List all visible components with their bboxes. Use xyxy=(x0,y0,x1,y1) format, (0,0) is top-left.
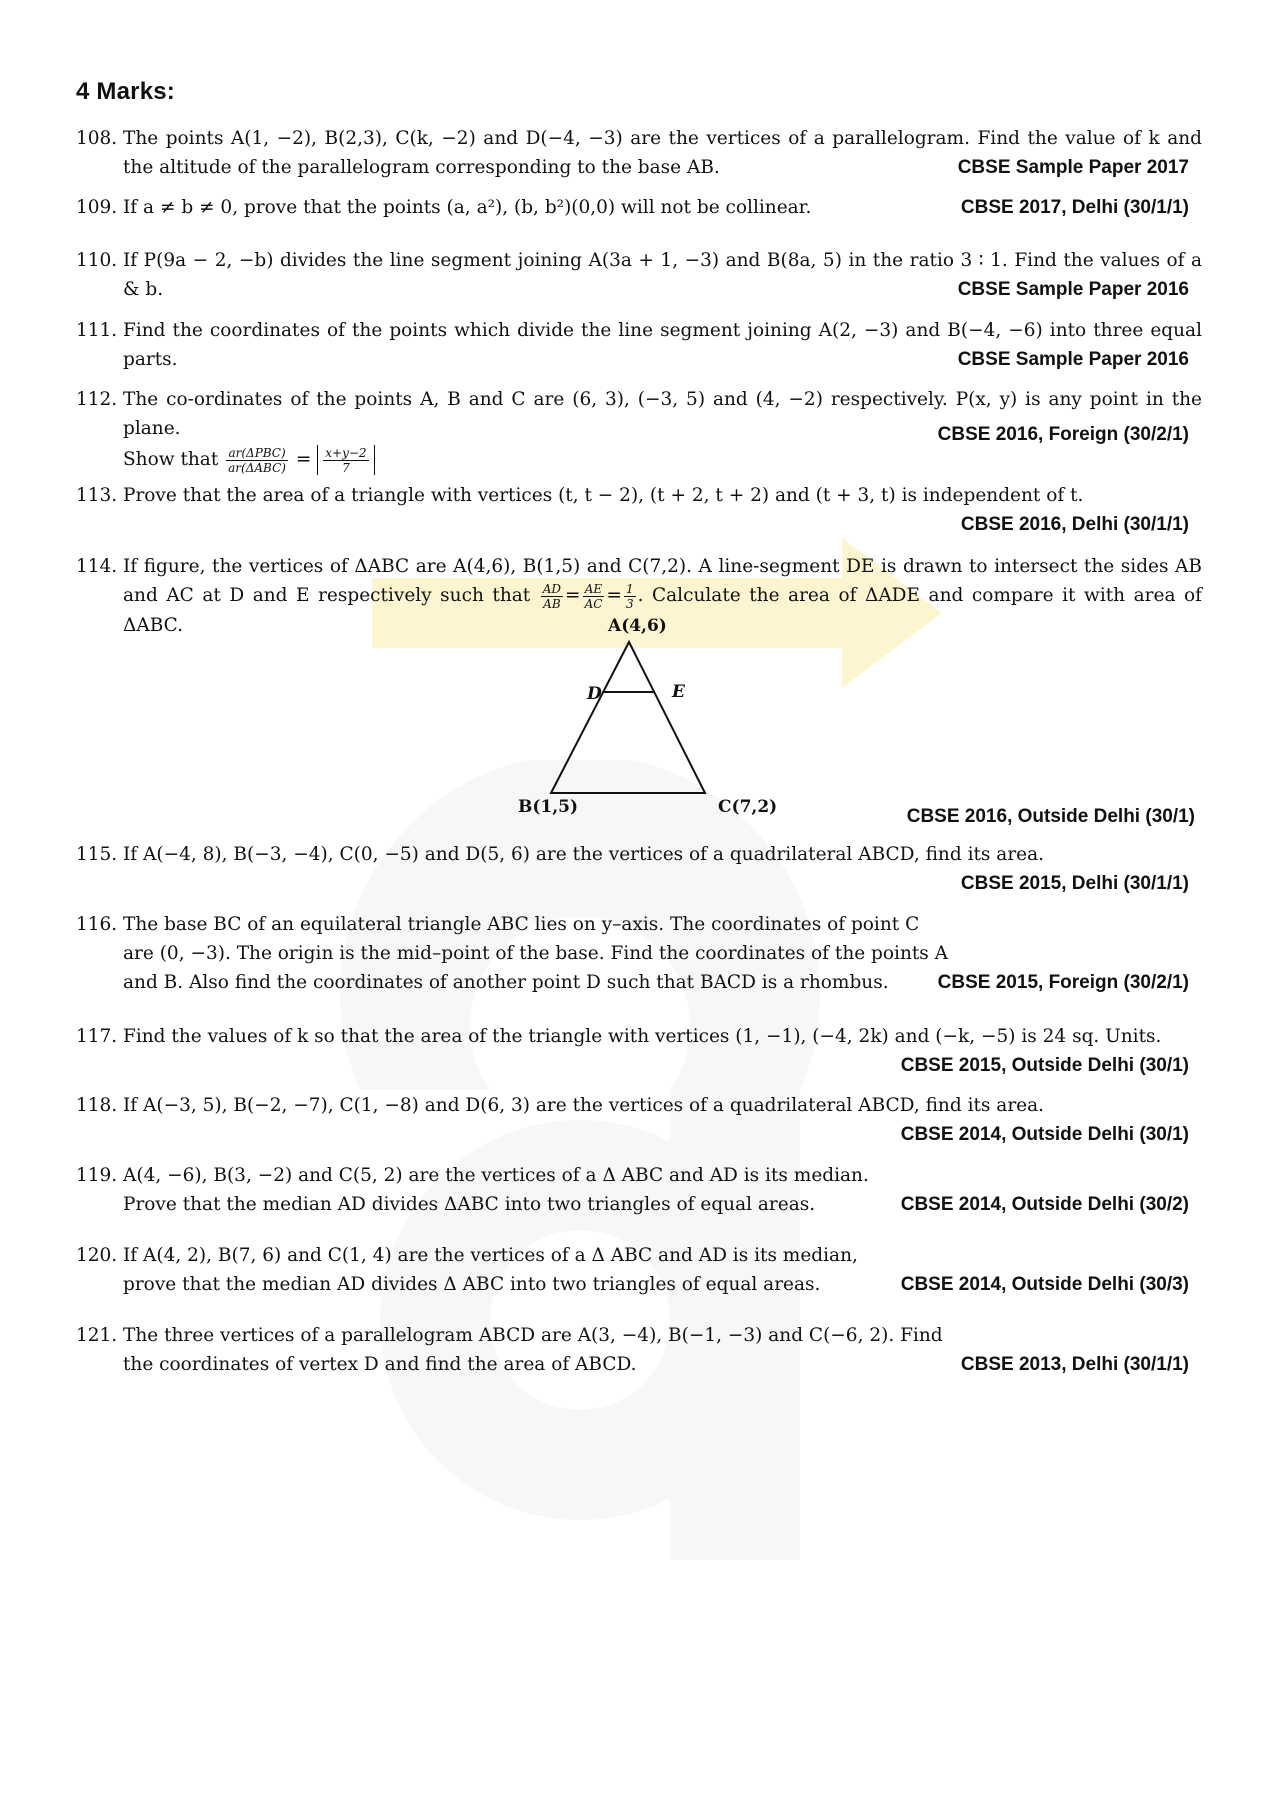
question-text: If P(9a − 2, −b) divides the line segment joining A(3a + 1, −3) and B(8a, 5) in the ratio 3 ∶ 1. Find the values of a & b. xyxy=(123,250,1202,300)
triangle-figure xyxy=(500,620,800,820)
question-text: Find the coordinates of the points which divide the line segment joining A(2, −3) and B(−4, −6) into three equal parts. xyxy=(123,320,1202,370)
question-source: CBSE 2014, Outside Delhi (30/3) xyxy=(900,1274,1189,1295)
question-number: 120. xyxy=(76,1245,118,1266)
denominator: ar(ΔABC) xyxy=(228,460,286,475)
question-number: 110. xyxy=(76,250,118,271)
expression-fraction xyxy=(323,446,368,475)
question-number: 114. xyxy=(76,556,118,577)
question-text-main: If figure, the vertices of ΔABC are A(4,6), B(1,5) and C(7,2). A line-segment DE is drawn to intersect the sides AB and AC at D and E respectively such that xyxy=(123,556,1202,606)
numerator: ar(ΔPBC) xyxy=(226,446,288,461)
ratio-fraction-one-third xyxy=(624,582,636,611)
absolute-value xyxy=(317,445,374,475)
question-number: 117. xyxy=(76,1026,118,1047)
numerator: x+y−2 xyxy=(325,445,367,460)
show-that-label: Show that xyxy=(123,449,219,470)
question-text: The three vertices of a parallelogram ABCD are A(3, −4), B(−1, −3) and C(−6, 2). Find the coordinates of vertex D and find the area of ABCD. xyxy=(123,1325,943,1375)
question-source: CBSE 2016, Outside Delhi (30/1) xyxy=(906,806,1195,827)
question-source: CBSE Sample Paper 2017 xyxy=(957,157,1189,178)
question-text: If figure, the vertices of ΔABC are A(4,6), B(1,5) and C(7,2). A line-segment DE is drawn to intersect the sides AB and AC at D and E respectively such that $\frac{AD}{AB}$ = $\frac{AE}{AC}$ = $\frac{1}{3}$ . Calculate the area of ΔADE and compare it with area of ΔABC. xyxy=(123,556,1202,636)
question-text: The points A(1, −2), B(2,3), C(k, −2) and D(−4, −3) are the vertices of a parallelogram. Find the value of k and the altitude of the parallelogram corresponding to the base AB. xyxy=(123,128,1202,178)
question-text: A(4, −6), B(3, −2) and C(5, 2) are the vertices of a Δ ABC and AD is its median. Prove that the median AD divides ΔABC into two triangles of equal areas. xyxy=(123,1165,869,1215)
question-text: Prove that the area of a triangle with vertices (t, t − 2), (t + 2, t + 2) and (t + 3, t) is independent of t. xyxy=(123,485,1084,506)
numerator: AE xyxy=(583,582,605,597)
question-source: CBSE 2016, Delhi (30/1/1) xyxy=(960,514,1189,535)
area-ratio-fraction xyxy=(226,446,288,475)
numerator: AD xyxy=(542,581,562,596)
question-number: 108. xyxy=(76,128,118,149)
equals-sign: = xyxy=(295,449,312,470)
denominator: 3 xyxy=(625,596,634,611)
question-source: CBSE 2015, Foreign (30/2/1) xyxy=(937,972,1189,993)
question-number: 113. xyxy=(76,485,118,506)
question-115 xyxy=(76,840,1202,869)
denominator: AC xyxy=(584,596,603,611)
show-that-line xyxy=(123,445,1202,475)
question-text: If a ≠ b ≠ 0, prove that the points (a, a²), (b, b²)(0,0) will not be collinear. xyxy=(123,197,812,218)
triangle-abc xyxy=(551,642,705,793)
question-number: 112. xyxy=(76,389,118,410)
question-text-tail: . Calculate the area of ΔADE and compare it with area of ΔABC. xyxy=(123,585,1202,636)
point-e-label: E xyxy=(672,682,685,702)
ratio-fraction-ad-ab xyxy=(541,582,563,611)
vertex-b-label: B(1,5) xyxy=(518,797,579,817)
question-source: CBSE Sample Paper 2016 xyxy=(957,349,1189,370)
vertex-c-label: C(7,2) xyxy=(718,797,778,817)
question-number: 111. xyxy=(76,320,118,341)
numerator: 1 xyxy=(625,581,634,596)
question-text: The co-ordinates of the points A, B and C are (6, 3), (−3, 5) and (4, −2) respectively. P(x, y) is any point in the plane. xyxy=(123,389,1202,439)
question-source: CBSE 2013, Delhi (30/1/1) xyxy=(960,1354,1189,1375)
question-text: If A(−3, 5), B(−2, −7), C(1, −8) and D(6, 3) are the vertices of a quadrilateral ABCD, find its area. xyxy=(123,1095,1045,1116)
question-source: CBSE 2016, Foreign (30/2/1) xyxy=(937,424,1189,445)
question-number: 119. xyxy=(76,1165,118,1186)
ratio-fraction-ae-ac xyxy=(583,582,605,611)
question-number: 121. xyxy=(76,1325,118,1346)
section-heading: 4 Marks: xyxy=(76,78,175,105)
question-118 xyxy=(76,1091,1202,1120)
question-source: CBSE 2014, Outside Delhi (30/2) xyxy=(900,1194,1189,1215)
question-source: CBSE 2014, Outside Delhi (30/1) xyxy=(900,1124,1189,1145)
question-text: Find the values of k so that the area of the triangle with vertices (1, −1), (−4, 2k) and (−k, −5) is 24 sq. Units. xyxy=(123,1026,1162,1047)
question-number: 115. xyxy=(76,844,118,865)
denominator: 7 xyxy=(342,460,350,475)
denominator: AB xyxy=(543,596,561,611)
question-source: CBSE 2015, Delhi (30/1/1) xyxy=(960,873,1189,894)
vertex-a-label: A(4,6) xyxy=(608,616,667,636)
question-source: CBSE 2015, Outside Delhi (30/1) xyxy=(900,1055,1189,1076)
question-number: 116. xyxy=(76,914,118,935)
question-117 xyxy=(76,1022,1202,1051)
question-source: CBSE 2017, Delhi (30/1/1) xyxy=(960,197,1189,218)
question-text: If A(4, 2), B(7, 6) and C(1, 4) are the vertices of a Δ ABC and AD is its median, prove that the median AD divides Δ ABC into two triangles of equal areas. xyxy=(123,1245,858,1295)
question-text: If A(−4, 8), B(−3, −4), C(0, −5) and D(5, 6) are the vertices of a quadrilateral ABCD, find its area. xyxy=(123,844,1045,865)
question-source: CBSE Sample Paper 2016 xyxy=(957,279,1189,300)
point-d-label: D xyxy=(587,684,602,704)
question-number: 118. xyxy=(76,1095,118,1116)
question-number: 109. xyxy=(76,197,118,218)
question-text: The base BC of an equilateral triangle ABC lies on y–axis. The coordinates of point C are (0, −3). The origin is the mid–point of the base. Find the coordinates of the points A and B. Also find the coordinates of another point D such that BACD is a rhombus. xyxy=(123,914,949,993)
question-113 xyxy=(76,481,1202,510)
